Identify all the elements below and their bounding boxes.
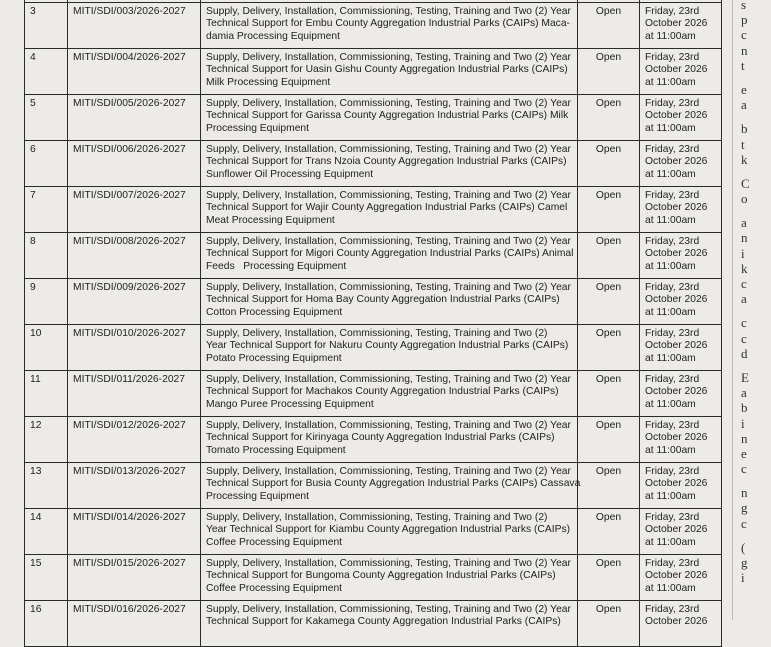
closing-date-line: at 11:00am <box>645 306 696 318</box>
row-number: 12 <box>25 417 68 463</box>
description-line: Technical Support for Busia County Aggregation Industrial Parks (CAIPs) Cassava <box>206 478 581 490</box>
description-line: Technical Support for Trans Nzoia County Aggregation Industrial Parks (CAIPs) <box>206 156 567 168</box>
description-line: Supply, Delivery, Installation, Commissioning, Testing, Training and Two (2) Year <box>206 466 571 478</box>
side-text-line: n <box>741 430 748 446</box>
side-text-line: k <box>741 260 748 276</box>
table-row <box>25 371 722 417</box>
row-number: 15 <box>25 555 68 601</box>
closing-date-line: at 11:00am <box>645 260 696 272</box>
closing-date-line: Friday, 23rd <box>645 420 700 432</box>
description-line: Technical Support for Uasin Gishu County Aggregation Industrial Parks (CAIPs) <box>206 64 568 76</box>
tender-reference: MITI/SDI/015/2026-2027 <box>68 555 201 601</box>
row-number: 8 <box>25 233 68 279</box>
closing-date-line: Friday, 23rd <box>645 236 700 248</box>
adjacent-article-text <box>741 0 771 585</box>
side-text-line: i <box>741 245 745 261</box>
closing-date-line: Friday, 23rd <box>645 328 700 340</box>
side-text-line: ( <box>741 539 746 555</box>
table-row <box>25 279 722 325</box>
description-line: Technical Support for Kirinyaga County Aggregation Industrial Parks (CAIPs) <box>206 432 555 444</box>
description-line: Processing Equipment <box>206 122 310 134</box>
closing-date-line: October 2026 <box>645 18 708 30</box>
row-number: 3 <box>25 3 68 49</box>
closing-date-line: October 2026 <box>645 294 708 306</box>
closing-date-line: at 11:00am <box>645 490 696 502</box>
side-text-line: p <box>741 12 748 28</box>
description-line: Supply, Delivery, Installation, Commissioning, Testing, Training and Two (2) Year <box>206 604 571 616</box>
closing-date-line: October 2026 <box>645 110 708 122</box>
side-text-line: c <box>741 27 747 43</box>
description-line: Feeds Processing Equipment <box>206 260 347 272</box>
closing-date-line: Friday, 23rd <box>645 558 700 570</box>
closing-date-line: October 2026 <box>645 616 708 628</box>
side-text-line: c <box>741 515 747 531</box>
row-number: 7 <box>25 187 68 233</box>
closing-date <box>640 417 722 463</box>
tender-reference: MITI/SDI/016/2026-2027 <box>68 601 201 647</box>
tender-status: Open <box>578 463 640 509</box>
closing-date-line: October 2026 <box>645 386 708 398</box>
tender-status: Open <box>578 601 640 647</box>
tender-reference: MITI/SDI/013/2026-2027 <box>68 463 201 509</box>
side-text-line: d <box>741 345 748 361</box>
description-line: Potato Processing Equipment <box>206 352 342 364</box>
side-text-line: n <box>741 230 748 246</box>
closing-date-line: October 2026 <box>645 202 708 214</box>
tender-reference: MITI/SDI/010/2026-2027 <box>68 325 201 371</box>
side-text-line <box>741 112 771 121</box>
tender-description <box>201 555 578 601</box>
side-text-line <box>741 306 771 315</box>
closing-date <box>640 95 722 141</box>
description-line: Supply, Delivery, Installation, Commissioning, Testing, Training and Two (2) Year <box>206 6 571 18</box>
side-text-line <box>741 361 771 370</box>
side-text-line: c <box>741 330 747 346</box>
closing-date <box>640 601 722 647</box>
row-number: 4 <box>25 49 68 95</box>
tender-description <box>201 49 578 95</box>
closing-date-line: Friday, 23rd <box>645 282 700 294</box>
side-text-line <box>741 73 771 82</box>
closing-date <box>640 279 722 325</box>
description-line: Supply, Delivery, Installation, Commissioning, Testing, Training and Two (2) Year <box>206 420 571 432</box>
closing-date-line: at 11:00am <box>645 536 696 548</box>
tender-description <box>201 95 578 141</box>
row-number: 10 <box>25 325 68 371</box>
closing-date-line: at 11:00am <box>645 30 696 42</box>
side-text-line: a <box>741 385 747 401</box>
tender-description <box>201 601 578 647</box>
tender-status: Open <box>578 49 640 95</box>
tender-description <box>201 187 578 233</box>
table-row <box>25 325 722 371</box>
side-text-line: b <box>741 400 748 416</box>
tender-reference: MITI/SDI/008/2026-2027 <box>68 233 201 279</box>
tender-reference: MITI/SDI/004/2026-2027 <box>68 49 201 95</box>
description-line: Technical Support for Homa Bay County Aggregation Industrial Parks (CAIPs) <box>206 294 560 306</box>
tender-reference: MITI/SDI/014/2026-2027 <box>68 509 201 555</box>
closing-date <box>640 325 722 371</box>
tender-description <box>201 509 578 555</box>
description-line: Supply, Delivery, Installation, Commissioning, Testing, Training and Two (2) Year <box>206 144 571 156</box>
closing-date-line: at 11:00am <box>645 352 696 364</box>
description-line: Technical Support for Kakamega County Aggregation Industrial Parks (CAIPs) <box>206 616 561 628</box>
closing-date-line: October 2026 <box>645 64 708 76</box>
table-row <box>25 555 722 601</box>
closing-date-line: Friday, 23rd <box>645 604 700 616</box>
description-line: Technical Support for Garissa County Aggregation Industrial Parks (CAIPs) Milk <box>206 110 569 122</box>
description-line: Supply, Delivery, Installation, Commissioning, Testing, Training and Two (2) Year <box>206 52 571 64</box>
description-line: Technical Support for Embu County Aggregation Industrial Parks (CAIPs) Maca- <box>206 18 570 30</box>
tender-description <box>201 141 578 187</box>
side-text-line: t <box>741 57 745 73</box>
tender-status: Open <box>578 141 640 187</box>
table-row <box>25 3 722 49</box>
tender-description <box>201 325 578 371</box>
tender-status: Open <box>578 371 640 417</box>
closing-date <box>640 141 722 187</box>
description-line: Mango Puree Processing Equipment <box>206 398 374 410</box>
description-line: Supply, Delivery, Installation, Commissioning, Testing, Training and Two (2) Year <box>206 236 571 248</box>
closing-date-line: Friday, 23rd <box>645 52 700 64</box>
tender-status: Open <box>578 555 640 601</box>
side-text-line: s <box>741 0 747 12</box>
side-text-line <box>741 531 771 540</box>
table-row <box>25 187 722 233</box>
side-text-line: i <box>741 415 745 431</box>
tender-reference: MITI/SDI/012/2026-2027 <box>68 417 201 463</box>
side-text-line: a <box>741 97 747 113</box>
tender-reference: MITI/SDI/009/2026-2027 <box>68 279 201 325</box>
closing-date <box>640 49 722 95</box>
tender-status: Open <box>578 95 640 141</box>
closing-date <box>640 555 722 601</box>
description-line: Meat Processing Equipment <box>206 214 335 226</box>
description-line: Supply, Delivery, Installation, Commissioning, Testing, Training and Two (2) <box>206 328 548 340</box>
table-row <box>25 233 722 279</box>
row-number: 16 <box>25 601 68 647</box>
side-text-line: a <box>741 291 747 307</box>
description-line: Supply, Delivery, Installation, Commissioning, Testing, Training and Two (2) Year <box>206 558 571 570</box>
tender-status: Open <box>578 509 640 555</box>
closing-date <box>640 371 722 417</box>
closing-date-line: October 2026 <box>645 524 708 536</box>
closing-date <box>640 509 722 555</box>
side-text-line <box>741 476 771 485</box>
table-row <box>25 141 722 187</box>
table-row <box>25 49 722 95</box>
closing-date-line: at 11:00am <box>645 122 696 134</box>
side-text-line: c <box>741 315 747 331</box>
tender-description <box>201 371 578 417</box>
closing-date-line: at 11:00am <box>645 582 696 594</box>
closing-date-line: at 11:00am <box>645 398 696 410</box>
closing-date <box>640 233 722 279</box>
closing-date <box>640 187 722 233</box>
tender-reference: MITI/SDI/011/2026-2027 <box>68 371 201 417</box>
closing-date-line: October 2026 <box>645 248 708 260</box>
tender-status: Open <box>578 279 640 325</box>
table-row <box>25 601 722 647</box>
closing-date-line: October 2026 <box>645 156 708 168</box>
table-row <box>25 463 722 509</box>
side-text-line <box>741 206 771 215</box>
row-number: 6 <box>25 141 68 187</box>
description-line: Supply, Delivery, Installation, Commissioning, Testing, Training and Two (2) Year <box>206 374 571 386</box>
description-line: Technical Support for Wajir County Aggregation Industrial Parks (CAIPs) Camel <box>206 202 568 214</box>
table-row <box>25 509 722 555</box>
table-row <box>25 95 722 141</box>
closing-date-line: Friday, 23rd <box>645 512 700 524</box>
side-text-line: e <box>741 81 747 97</box>
description-line: Technical Support for Migori County Aggregation Industrial Parks (CAIPs) Animal <box>206 248 574 260</box>
description-line: Supply, Delivery, Installation, Commissioning, Testing, Training and Two (2) Year <box>206 282 571 294</box>
description-line: Sunflower Oil Processing Equipment <box>206 168 374 180</box>
description-line: Technical Support for Bungoma County Aggregation Industrial Parks (CAIPs) <box>206 570 556 582</box>
closing-date <box>640 3 722 49</box>
closing-date-line: Friday, 23rd <box>645 6 700 18</box>
tender-description <box>201 233 578 279</box>
tender-reference: MITI/SDI/006/2026-2027 <box>68 141 201 187</box>
table-row <box>25 417 722 463</box>
row-number: 13 <box>25 463 68 509</box>
closing-date-line: at 11:00am <box>645 214 696 226</box>
tender-status: Open <box>578 233 640 279</box>
closing-date-line: Friday, 23rd <box>645 98 700 110</box>
description-line: damia Processing Equipment <box>206 30 340 42</box>
tender-description <box>201 463 581 509</box>
row-number: 9 <box>25 279 68 325</box>
tender-status: Open <box>578 3 640 49</box>
closing-date-line: October 2026 <box>645 478 708 490</box>
description-line: Technical Support for Machakos County Aggregation Industrial Parks (CAIPs) <box>206 386 559 398</box>
tender-status: Open <box>578 187 640 233</box>
description-line: Coffee Processing Equipment <box>206 582 343 594</box>
side-text-line: C <box>741 175 750 191</box>
side-text-line: t <box>741 136 745 152</box>
closing-date <box>640 463 722 509</box>
tender-reference: MITI/SDI/007/2026-2027 <box>68 187 201 233</box>
tender-description <box>201 3 578 49</box>
row-number: 14 <box>25 509 68 555</box>
row-number: 5 <box>25 95 68 141</box>
tender-reference: MITI/SDI/003/2026-2027 <box>68 3 201 49</box>
tender-table <box>24 0 722 647</box>
side-text-line: e <box>741 445 747 461</box>
side-text-line: c <box>741 276 747 291</box>
tender-description <box>201 417 578 463</box>
side-text-line: i <box>741 570 745 586</box>
tender-description <box>201 279 578 325</box>
column-divider <box>732 0 733 620</box>
closing-date-line: Friday, 23rd <box>645 466 700 478</box>
tender-reference: MITI/SDI/005/2026-2027 <box>68 95 201 141</box>
description-line: Milk Processing Equipment <box>206 76 331 88</box>
side-text-line: g <box>741 500 748 516</box>
side-text-line: n <box>741 485 748 501</box>
description-line: Processing Equipment <box>206 490 310 502</box>
side-text-line: g <box>741 555 748 570</box>
closing-date-line: Friday, 23rd <box>645 144 700 156</box>
closing-date-line: Friday, 23rd <box>645 374 700 386</box>
closing-date-line: October 2026 <box>645 432 708 444</box>
closing-date-line: at 11:00am <box>645 444 696 456</box>
closing-date-line: October 2026 <box>645 570 708 582</box>
tender-status: Open <box>578 325 640 371</box>
closing-date-line: at 11:00am <box>645 168 696 180</box>
description-line: Cotton Processing Equipment <box>206 306 343 318</box>
closing-date-line: at 11:00am <box>645 76 696 88</box>
side-text-line: a <box>741 215 747 231</box>
side-text-line: E <box>741 369 749 385</box>
closing-date-line: Friday, 23rd <box>645 190 700 202</box>
description-line: Supply, Delivery, Installation, Commissioning, Testing, Training and Two (2) Year <box>206 190 571 202</box>
side-text-line: k <box>741 151 748 167</box>
side-text-line: n <box>741 42 748 58</box>
description-line: Coffee Processing Equipment <box>206 536 343 548</box>
description-line: Year Technical Support for Kiambu County Aggregation Industrial Parks (CAIPs) <box>206 524 571 536</box>
description-line: Year Technical Support for Nakuru County Aggregation Industrial Parks (CAIPs) <box>206 340 569 352</box>
tender-status: Open <box>578 417 640 463</box>
description-line: Supply, Delivery, Installation, Commissioning, Testing, Training and Two (2) Year <box>206 98 571 110</box>
side-text-line: o <box>741 191 748 207</box>
side-text-line: b <box>741 121 748 137</box>
row-number: 11 <box>25 371 68 417</box>
side-text-line <box>741 167 771 176</box>
closing-date-line: October 2026 <box>645 340 708 352</box>
description-line: Tomato Processing Equipment <box>206 444 346 456</box>
side-text-line: c <box>741 461 747 477</box>
description-line: Supply, Delivery, Installation, Commissioning, Testing, Training and Two (2) <box>206 512 548 524</box>
